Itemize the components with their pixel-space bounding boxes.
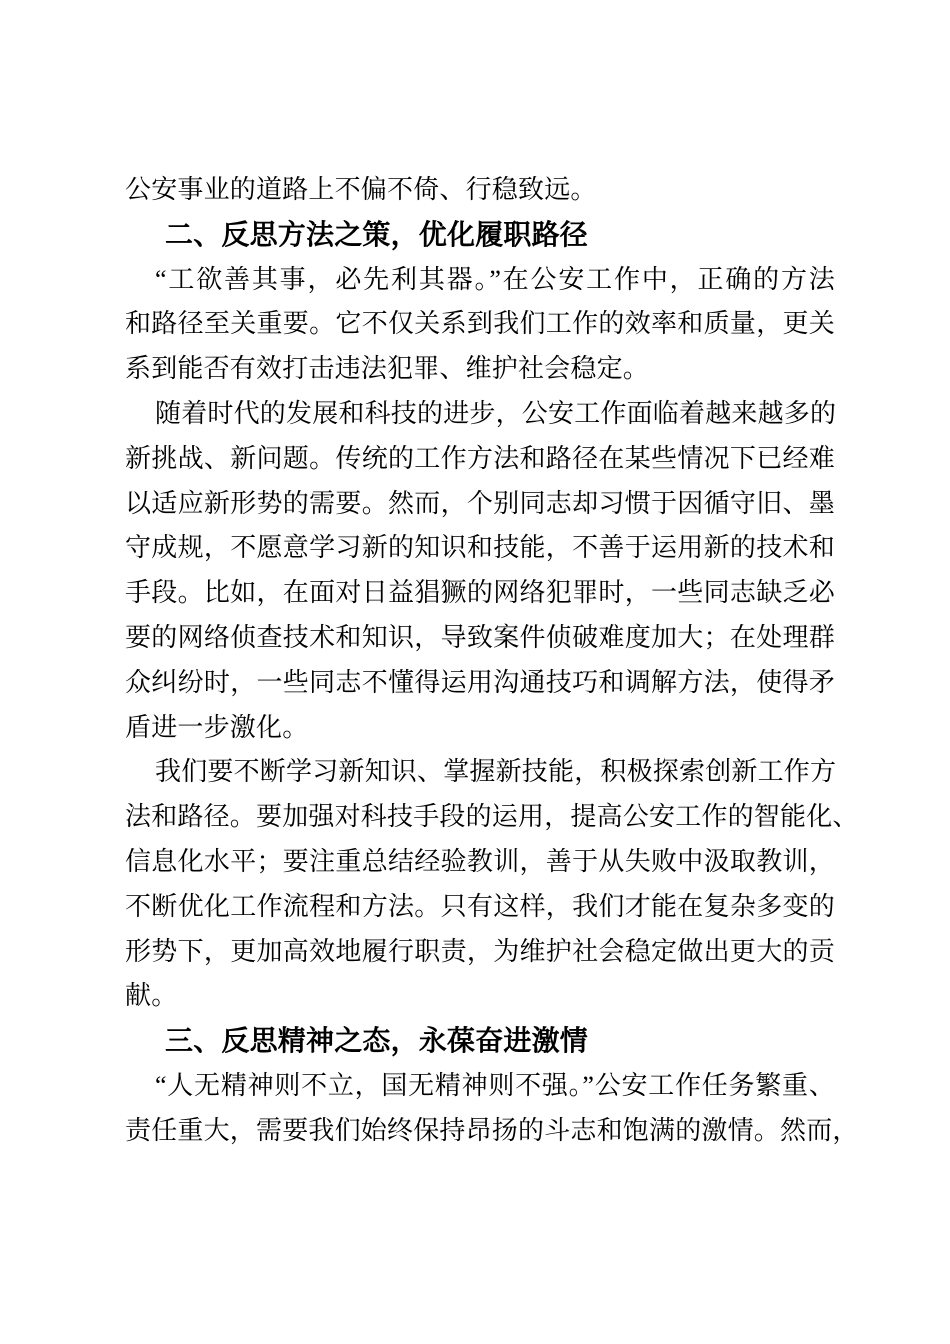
text-line: 献。 bbox=[125, 981, 178, 1011]
text-line: 公安事业的道路上不偏不倚、行稳致远。 bbox=[125, 175, 597, 204]
text-line: 不断优化工作流程和方法。只有这样，我们才能在复杂多变的 bbox=[125, 891, 835, 921]
text-line: 形势下，更加高效地履行职责，为维护社会稳定做出更大的贡 bbox=[125, 936, 835, 966]
section-heading-2: 二、反思方法之策，优化履职路径 bbox=[165, 218, 589, 250]
text-line: 信息化水平；要注重总结经验教训，善于从失败中汲取教训， bbox=[125, 846, 835, 876]
text-line: 随着时代的发展和科技的进步，公安工作面临着越来越多的 bbox=[155, 398, 837, 428]
text-line: 众纠纷时，一些同志不懂得运用沟通技巧和调解方法，使得矛 bbox=[125, 667, 835, 697]
text-line: 和路径至关重要。它不仅关系到我们工作的效率和质量，更关 bbox=[125, 309, 835, 339]
text-line: 法和路径。要加强对科技手段的运用，提高公安工作的智能化、 bbox=[125, 802, 859, 832]
text-line: 新挑战、新问题。传统的工作方法和路径在某些情况下已经难 bbox=[125, 443, 835, 473]
text-line: 守成规，不愿意学习新的知识和技能，不善于运用新的技术和 bbox=[125, 533, 835, 563]
text-line: 要的网络侦查技术和知识，导致案件侦破难度加大；在处理群 bbox=[125, 622, 835, 652]
text-line: 盾进一步激化。 bbox=[125, 712, 309, 742]
text-line: “人无精神则不立，国无精神则不强。”公安工作任务繁重、 bbox=[155, 1070, 835, 1100]
text-line: 以适应新形势的需要。然而，个别同志却习惯于因循守旧、墨 bbox=[125, 488, 835, 518]
text-line: 我们要不断学习新知识、掌握新技能，积极探索创新工作方 bbox=[155, 757, 837, 787]
text-line: “工欲善其事，必先利其器。”在公安工作中，正确的方法 bbox=[155, 264, 835, 294]
section-heading-3: 三、反思精神之态，永葆奋进激情 bbox=[165, 1025, 589, 1057]
text-line: 责任重大，需要我们始终保持昂扬的斗志和饱满的激情。然而， bbox=[125, 1115, 859, 1145]
text-line: 系到能否有效打击违法犯罪、维护社会稳定。 bbox=[125, 354, 650, 384]
text-line: 手段。比如，在面对日益猖獗的网络犯罪时，一些同志缺乏必 bbox=[125, 578, 835, 608]
